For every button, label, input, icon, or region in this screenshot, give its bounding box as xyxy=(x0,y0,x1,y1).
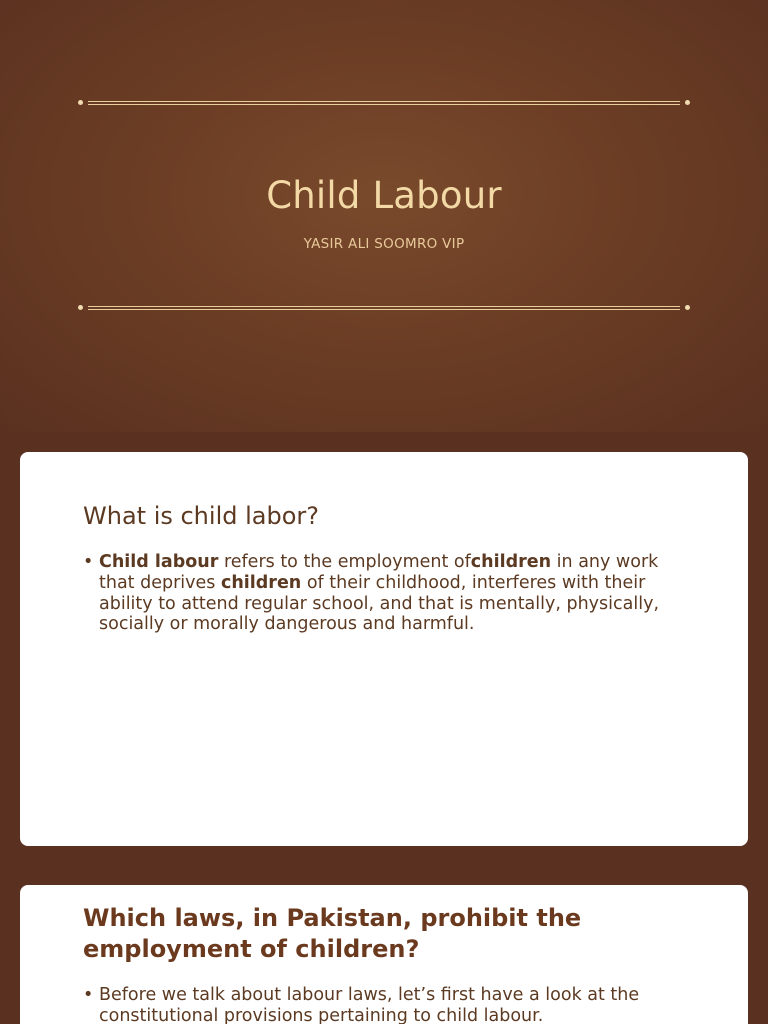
bold-term: children xyxy=(220,572,302,593)
rule-dot xyxy=(78,305,83,310)
top-ornamental-rule xyxy=(78,100,690,106)
rule-line xyxy=(88,104,680,105)
text-run: refers to the employment of xyxy=(218,552,471,572)
rule-dot xyxy=(685,305,690,310)
text-run: of their childhood, interferes with their ability to attend regular school, and that is mentally, physically, socially or morally dangerous and harmful. xyxy=(99,572,660,635)
bold-term: Child labour xyxy=(99,552,219,572)
bold-term: children xyxy=(470,552,552,572)
rule-line xyxy=(88,306,680,307)
bottom-ornamental-rule xyxy=(78,305,690,311)
slide-pakistan-laws xyxy=(20,885,748,1024)
bullet-item xyxy=(83,552,673,635)
rule-line xyxy=(88,101,680,102)
slide-what-is-child-labor xyxy=(20,452,748,846)
rule-dot xyxy=(685,100,690,105)
slide-heading: Which laws, in Pakistan, prohibit the employment of children? xyxy=(83,904,582,963)
text-run: in any work that deprives xyxy=(99,552,659,593)
slide-subtitle: YASIR ALI SOOMRO VIP xyxy=(303,236,465,252)
slide-title: Child Labour xyxy=(266,174,502,217)
bullet-text xyxy=(83,552,673,635)
bullet-item xyxy=(83,985,673,1024)
bullet-text: Before we talk about labour laws, let’s first have a look at the constitutional provisions pertaining to child labour. xyxy=(99,985,640,1024)
bullet-marker: • xyxy=(83,985,94,1005)
rule-dot xyxy=(78,100,83,105)
bullet-marker: • xyxy=(83,552,94,572)
rule-line xyxy=(88,309,680,310)
title-slide xyxy=(0,0,768,432)
slide-heading: What is child labor? xyxy=(83,502,319,530)
